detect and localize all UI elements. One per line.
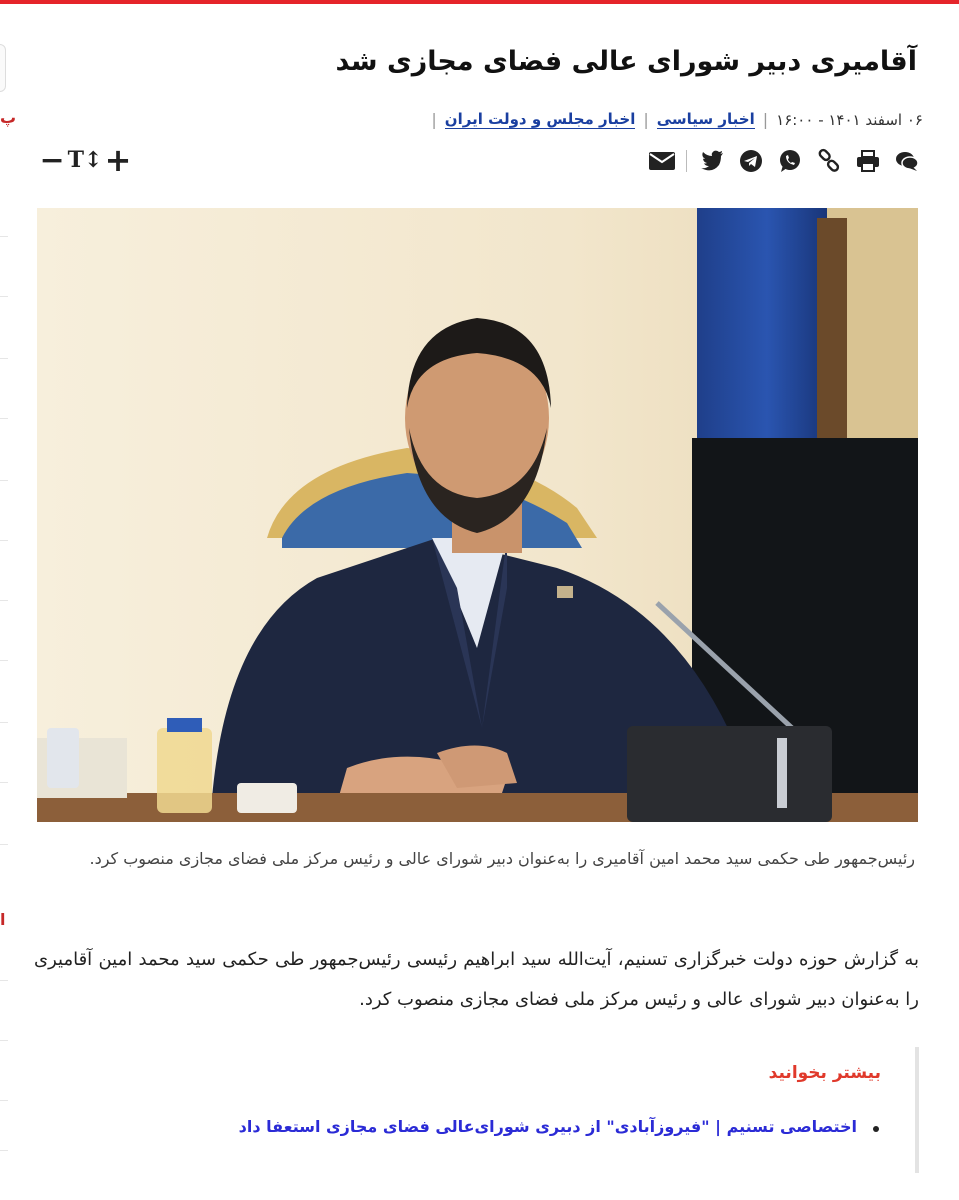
article-body: به گزارش حوزه دولت خبرگزاری تسنیم، آیت‌الله سید ابراهیم رئیسی رئیس‌جمهور طی حکمی سید محمد امین آقامیری را به‌عنوان دبیر شورای عالی و رئیس مرکز ملی فضای مجازی منصوب کرد. <box>34 949 919 1010</box>
font-increase-button[interactable]: + <box>104 141 132 179</box>
article-meta <box>431 110 923 129</box>
twitter-icon[interactable] <box>697 146 726 175</box>
read-more-heading: بیشتر بخوانید <box>768 1063 881 1083</box>
meta-separator: | <box>762 110 769 129</box>
font-size-controls <box>39 141 132 179</box>
publish-date: ۰۶ اسفند ۱۴۰۱ - ۱۶:۰۰ <box>776 110 923 129</box>
top-accent-bar <box>0 0 959 4</box>
meta-separator: | <box>643 110 649 129</box>
article-title: آقامیری دبیر شورای عالی فضای مجازی شد <box>335 46 917 77</box>
photo-caption: رئیس‌جمهور طی حکمی سید محمد امین آقامیری را به‌عنوان دبیر شورای عالی و رئیس مرکز ملی فضای مجازی منصوب کرد. <box>89 849 915 868</box>
read-more-box <box>189 1047 919 1173</box>
meta-separator: | <box>431 110 437 129</box>
read-more-link[interactable]: اختصاصی تسنیم | "فیروزآبادی" از دبیری شورای‌عالی فضای مجازی استعفا داد <box>238 1117 857 1136</box>
sidebar-glyph: ا <box>0 910 6 929</box>
sidebar-search-box-edge[interactable] <box>0 44 6 92</box>
category-link-politics[interactable]: اخبار سیاسی <box>656 110 755 128</box>
share-separator <box>686 150 687 172</box>
article-photo <box>37 208 918 822</box>
telegram-icon[interactable] <box>736 146 765 175</box>
read-more-list <box>239 1117 857 1136</box>
print-icon[interactable] <box>853 146 882 175</box>
left-sidebar-edge <box>0 40 17 1160</box>
sidebar-glyph: پ <box>0 108 17 127</box>
font-decrease-button[interactable]: − <box>39 142 65 178</box>
category-link-parliament-government[interactable]: اخبار مجلس و دولت ایران <box>444 110 636 128</box>
font-size-icon: T↕ <box>67 147 103 173</box>
link-icon[interactable] <box>814 146 843 175</box>
share-toolbar <box>647 146 921 175</box>
comment-icon[interactable] <box>892 146 921 175</box>
whatsapp-icon[interactable] <box>775 146 804 175</box>
email-icon[interactable] <box>647 146 676 175</box>
